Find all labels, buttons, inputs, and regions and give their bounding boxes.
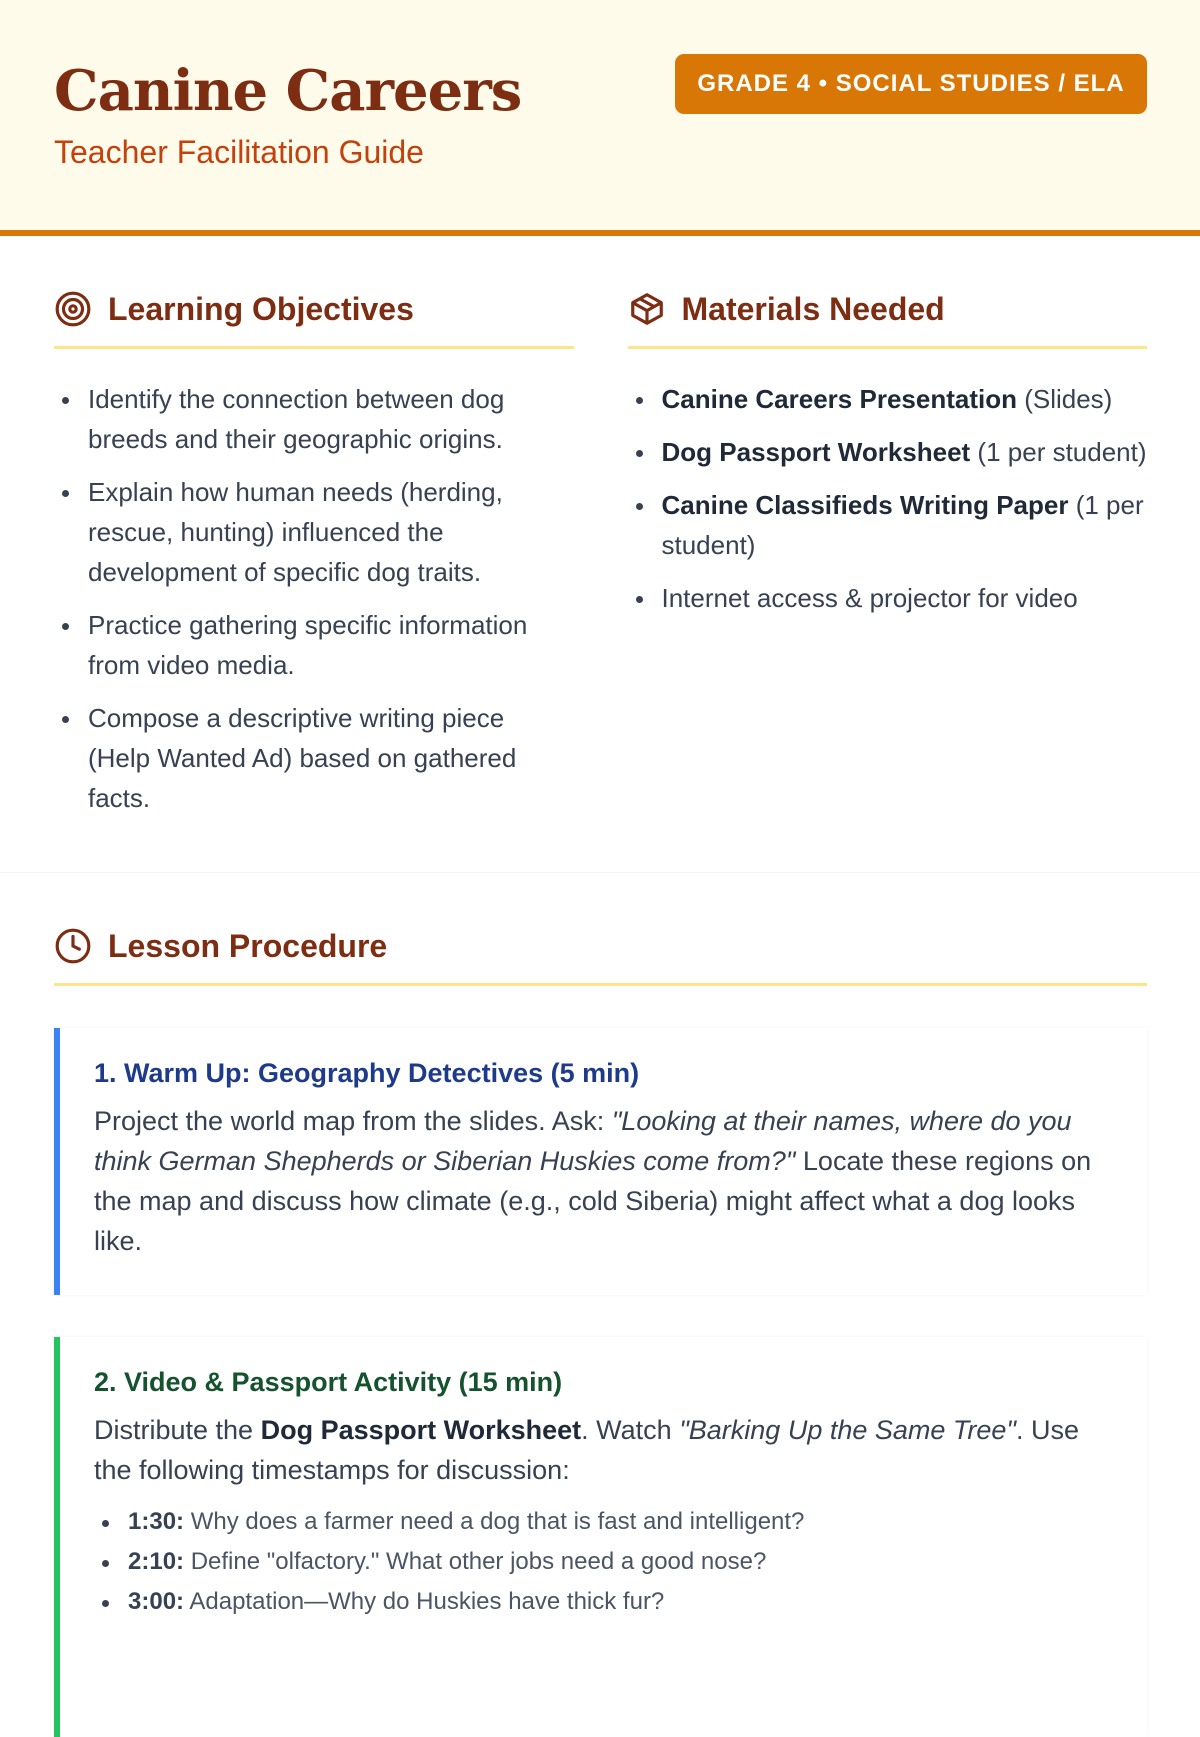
list-item: Compose a descriptive writing piece (Help Wanted Ad) based on gathered facts. [54, 698, 574, 818]
list-item: Explain how human needs (herding, rescue, hunting) influenced the development of specific dog traits. [54, 472, 574, 592]
list-item: Identify the connection between dog breeds and their geographic origins. [54, 379, 574, 459]
page-subtitle: Teacher Facilitation Guide [54, 134, 424, 170]
list-item: Internet access & projector for video [628, 578, 1148, 618]
objectives-heading-text: Learning Objectives [108, 290, 414, 327]
objectives-list [54, 379, 574, 818]
grade-badge: GRADE 4 • SOCIAL STUDIES / ELA [675, 54, 1147, 114]
step-text: Distribute the Dog Passport Worksheet. Watch "Barking Up the Same Tree". Use the following timestamps for discussion: [94, 1415, 1080, 1485]
timestamp-item: 2:10: Define "olfactory." What other jobs need a good nose? [94, 1542, 1113, 1582]
materials-heading [628, 290, 1148, 349]
objectives-column [54, 290, 574, 872]
page-title: Canine Careers [54, 58, 522, 124]
list-item: Practice gathering specific information from video media. [54, 605, 574, 685]
timestamp-item: 1:30: Why does a farmer need a dog that is fast and intelligent? [94, 1502, 1113, 1542]
step-title: 1. Warm Up: Geography Detectives (5 min) [94, 1058, 640, 1088]
package-icon [628, 290, 666, 328]
timestamp-item: 3:00: Adaptation—Why do Huskies have thick fur? [94, 1582, 1113, 1622]
step-card-warmup [54, 1028, 1147, 1295]
step-title: 2. Video & Passport Activity (15 min) [94, 1367, 563, 1397]
procedure-section [0, 873, 1200, 1737]
timestamp-list [94, 1502, 1113, 1622]
list-item: Dog Passport Worksheet (1 per student) [628, 432, 1148, 472]
step-text: Project the world map from the slides. Ask: "Looking at their names, where do you think German Shepherds or Siberian Huskies come from?" Locate these regions on the map and discuss how climate (e.g., cold Siberia) might affect what a dog looks like. [94, 1106, 1092, 1256]
materials-list [628, 379, 1148, 618]
clock-icon [54, 927, 92, 965]
list-item: Canine Careers Presentation (Slides) [628, 379, 1148, 419]
header [0, 0, 1200, 236]
overview-section [0, 236, 1200, 873]
materials-heading-text: Materials Needed [681, 290, 945, 327]
materials-column [628, 290, 1148, 872]
step-card-video [54, 1337, 1147, 1737]
list-item: Canine Classifieds Writing Paper (1 per student) [628, 485, 1148, 565]
objectives-heading [54, 290, 574, 349]
procedure-heading-text: Lesson Procedure [108, 927, 388, 964]
procedure-heading [54, 927, 1147, 986]
target-icon [54, 290, 92, 328]
